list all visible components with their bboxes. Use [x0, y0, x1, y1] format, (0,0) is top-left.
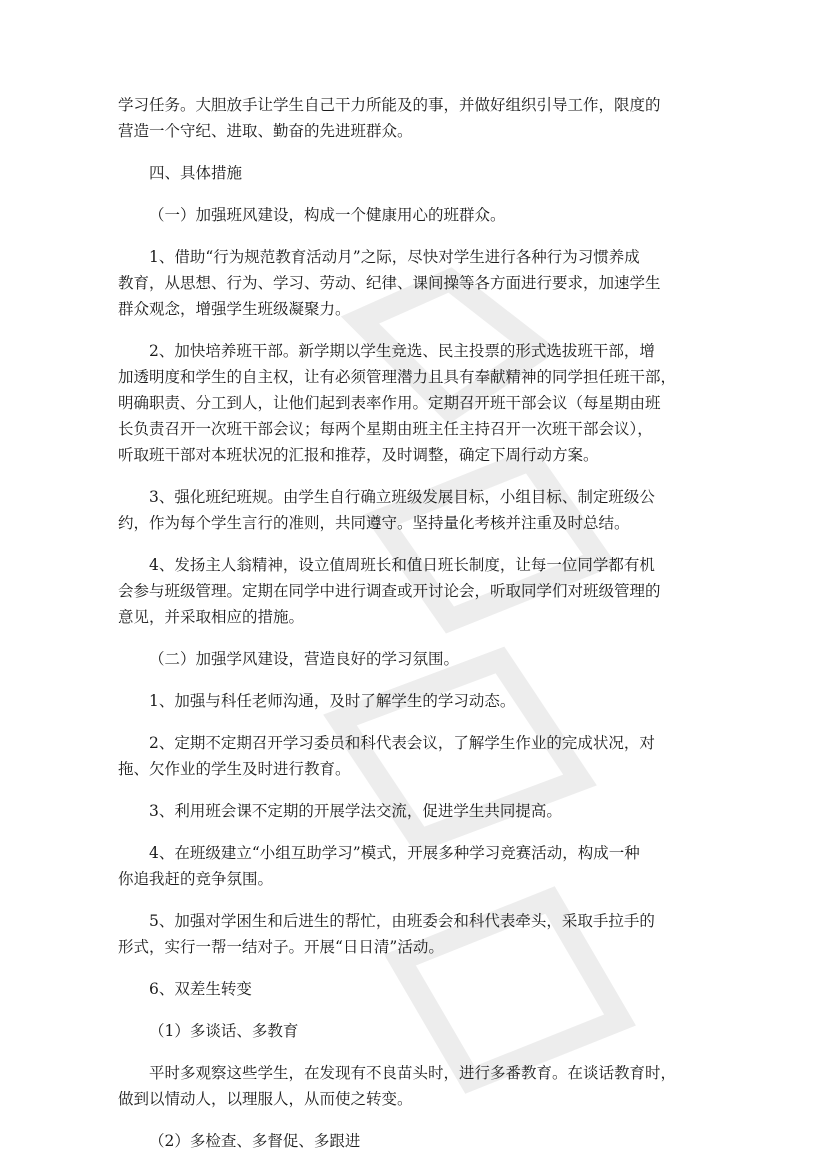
text-line: 5、加强对学困生和后进生的帮忙，由班委会和科代表牵头，采取手拉手的 — [149, 912, 655, 930]
paragraph-study-6-heading — [118, 976, 718, 1002]
document-body — [118, 92, 718, 1170]
text-line: 加透明度和学生的自主权，让有必须管理潜力且具有奉献精神的同学担任班干部， — [118, 368, 677, 386]
paragraph-study-1 — [118, 688, 718, 714]
paragraph-continuation — [118, 92, 718, 144]
text-line: 长负责召开一次班干部会议；每两个星期由班主任主持召开一次班干部会议）， — [118, 420, 653, 438]
paragraph-study-3 — [118, 798, 718, 824]
paragraph-study-4 — [118, 840, 718, 892]
text-line: （一）加强班风建设，构成一个健康用心的班群众。 — [149, 206, 506, 224]
paragraph-item-3 — [118, 484, 718, 536]
text-line: 教育，从思想、行为、学习、劳动、纪律、课间操等各方面进行要求，加速学生 — [118, 274, 661, 292]
section-heading-measures — [118, 160, 718, 186]
subsection-heading-study-style — [118, 646, 718, 672]
text-line: 意见，并采取相应的措施。 — [118, 608, 305, 626]
subsection-heading-class-style — [118, 202, 718, 228]
paragraph-item-2 — [118, 338, 718, 468]
text-line: 你追我赶的竞争氛围。 — [118, 870, 274, 888]
text-line: 做到以情动人，以理服人，从而使之转变。 — [118, 1090, 413, 1108]
text-line: 4、发扬主人翁精神，设立值周班长和值日班长制度，让每一位同学都有机 — [149, 556, 655, 574]
text-line: 4、在班级建立“小组互助学习”模式，开展多种学习竞赛活动，构成一种 — [149, 844, 640, 862]
text-line: 3、利用班会课不定期的开展学法交流，促进学生共同提高。 — [149, 802, 562, 820]
paragraph-sub-2-heading — [118, 1128, 718, 1154]
text-line: （2）多检查、多督促、多跟进 — [149, 1132, 361, 1150]
paragraph-item-1 — [118, 244, 718, 322]
text-line: 听取班干部对本班状况的汇报和推荐，及时调整，确定下周行动方案。 — [118, 446, 599, 464]
paragraph-study-5 — [118, 908, 718, 960]
paragraph-item-4 — [118, 552, 718, 630]
text-line: 学习任务。大胆放手让学生自己干力所能及的事，并做好组织引导工作，限度的 — [118, 96, 661, 114]
text-line: 平时多观察这些学生，在发现有不良苗头时，进行多番教育。在谈话教育时， — [149, 1064, 677, 1082]
paragraph-sub-1-heading — [118, 1018, 718, 1044]
text-line: （二）加强学风建设，营造良好的学习氛围。 — [149, 650, 460, 668]
text-line: 3、强化班纪班规。由学生自行确立班级发展目标，小组目标、制定班级公 — [149, 488, 655, 506]
text-line: 2、加快培养班干部。新学期以学生竞选、民主投票的形式选拔班干部，增 — [149, 342, 655, 360]
text-line: （1）多谈话、多教育 — [149, 1022, 299, 1040]
text-line: 营造一个守纪、进取、勤奋的先进班群众。 — [118, 122, 413, 140]
text-line: 形式，实行一帮一结对子。开展“日日清”活动。 — [118, 938, 444, 956]
text-line: 群众观念，增强学生班级凝聚力。 — [118, 300, 351, 318]
text-line: 2、定期不定期召开学习委员和科代表会议，了解学生作业的完成状况，对 — [149, 734, 655, 752]
text-line: 四、具体措施 — [149, 164, 243, 182]
text-line: 明确职责、分工到人，让他们起到表率作用。定期召开班干部会议（每星期由班 — [118, 394, 661, 412]
text-line: 约，作为每个学生言行的准则，共同遵守。坚持量化考核并注重及时总结。 — [118, 514, 630, 532]
text-line: 拖、欠作业的学生及时进行教育。 — [118, 760, 351, 778]
paragraph-study-2 — [118, 730, 718, 782]
paragraph-sub-1-body — [118, 1060, 718, 1112]
text-line: 1、借助“行为规范教育活动月”之际，尽快对学生进行各种行为习惯养成 — [149, 248, 640, 266]
text-line: 6、双差生转变 — [149, 980, 252, 998]
text-line: 会参与班级管理。定期在同学中进行调查或开讨论会，听取同学们对班级管理的 — [118, 582, 661, 600]
text-line: 1、加强与科任老师沟通，及时了解学生的学习动态。 — [149, 692, 516, 710]
